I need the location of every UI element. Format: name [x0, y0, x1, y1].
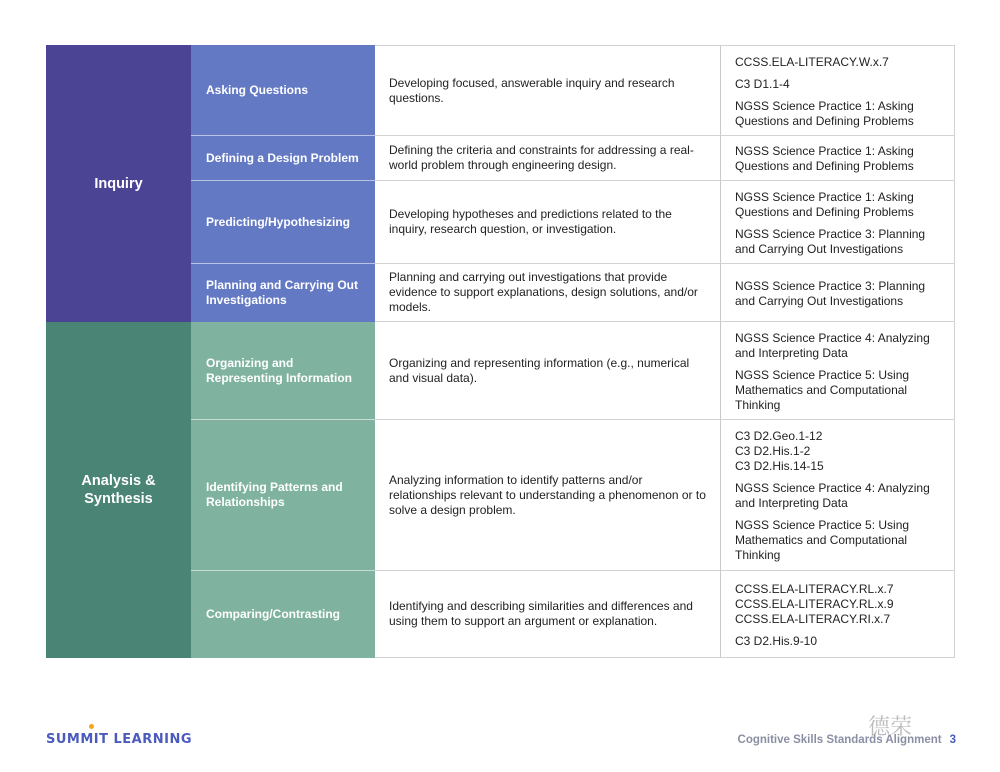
standard-item: C3 D2.His.9-10: [735, 633, 818, 648]
standards-planning-investigations: [721, 264, 955, 322]
page-footer: [738, 734, 956, 746]
logo-dot-icon: [89, 724, 94, 729]
standard-item: NGSS Science Practice 5: Using Mathematics and Computational Thinking: [735, 518, 910, 562]
standards-comparing-contrasting: [721, 571, 955, 658]
standards-identifying-patterns: [721, 420, 955, 571]
description-organizing-information: Organizing and representing information (e.g., numerical and visual data).: [375, 322, 721, 420]
category-inquiry: Inquiry: [46, 45, 191, 322]
standards-defining-design-problem: [721, 136, 955, 181]
standard-item: NGSS Science Practice 5: Using Mathematics and Computational Thinking: [735, 367, 910, 412]
standard-item: NGSS Science Practice 4: Analyzing and Interpreting Data: [735, 481, 930, 510]
description-identifying-patterns: Analyzing information to identify patterns and/or relationships relevant to understanding a phenomenon or to solve a design problem.: [375, 420, 721, 571]
standard-item: C3 D1.1-4: [735, 76, 790, 91]
skill-asking-questions: Asking Questions: [191, 45, 375, 136]
description-asking-questions: Developing focused, answerable inquiry and research questions.: [375, 45, 721, 136]
description-predicting-hypothesizing: Developing hypotheses and predictions related to the inquiry, research question, or investigation.: [375, 181, 721, 264]
skill-planning-investigations: Planning and Carrying Out Investigations: [191, 264, 375, 322]
description-defining-design-problem: Defining the criteria and constraints for addressing a real-world problem through engineering design.: [375, 136, 721, 181]
footer-title: Cognitive Skills Standards Alignment: [737, 734, 942, 746]
skill-comparing-contrasting: Comparing/Contrasting: [191, 571, 375, 658]
standard-item: CCSS.ELA-LITERACY.RL.x.7 CCSS.ELA-LITERACY.RL.x.9 CCSS.ELA-LITERACY.RI.x.7: [735, 581, 894, 626]
standard-item: NGSS Science Practice 1: Asking Questions and Defining Problems: [735, 189, 914, 219]
category-analysis-synthesis: Analysis & Synthesis: [46, 322, 191, 658]
standards-asking-questions: [721, 45, 955, 136]
standard-item: NGSS Science Practice 4: Analyzing and Interpreting Data: [735, 330, 930, 360]
standard-item: NGSS Science Practice 3: Planning and Carrying Out Investigations: [735, 226, 926, 256]
page-number: 3: [949, 734, 956, 746]
skills-standards-table: [46, 45, 955, 658]
skill-predicting-hypothesizing: Predicting/Hypothesizing: [191, 181, 375, 264]
standard-item: NGSS Science Practice 1: Asking Questions and Defining Problems: [735, 144, 914, 173]
standards-predicting-hypothesizing: [721, 181, 955, 264]
skill-defining-design-problem: Defining a Design Problem: [191, 136, 375, 181]
standard-item: C3 D2.Geo.1-12 C3 D2.His.1-2 C3 D2.His.14-15: [735, 429, 824, 473]
skill-identifying-patterns: Identifying Patterns and Relationships: [191, 420, 375, 571]
watermark-overlay: 德荣: [868, 715, 913, 740]
standard-item: NGSS Science Practice 1: Asking Questions and Defining Problems: [735, 98, 914, 128]
standards-organizing-information: [721, 322, 955, 420]
standard-item: CCSS.ELA-LITERACY.W.x.7: [735, 54, 889, 69]
skill-organizing-information: Organizing and Representing Information: [191, 322, 375, 420]
logo-text: SUMMIT LEARNING: [46, 732, 193, 747]
description-planning-investigations: Planning and carrying out investigations that provide evidence to support explanations, design solutions, and/or models.: [375, 264, 721, 322]
summit-learning-logo: [46, 732, 192, 747]
standard-item: NGSS Science Practice 3: Planning and Carrying Out Investigations: [735, 278, 926, 308]
description-comparing-contrasting: Identifying and describing similarities and differences and using them to support an argument or explanation.: [375, 571, 721, 658]
